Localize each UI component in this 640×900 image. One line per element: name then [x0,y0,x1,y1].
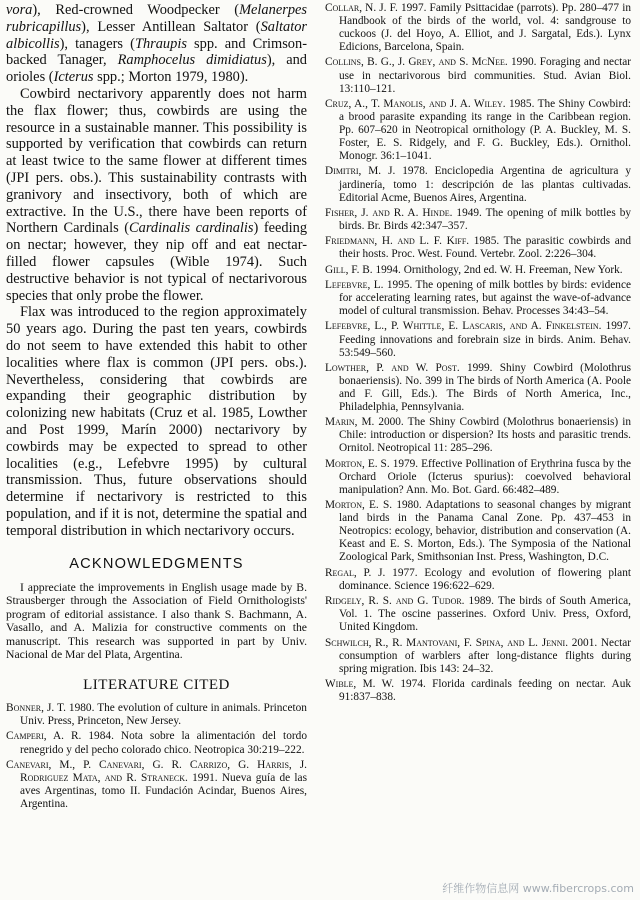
reference-text: 1980. Adaptations to seasonal changes by migrant land birds in the Panama Canal Zone. Pp. 437–453 in Neotropics: ecology, behavior, distribution and conservation (A. Keast and E. S. Morton, Eds.). The Symposia of the National Zoological Park, Smithsonian Inst. Press, Washington, D.C. [339,499,631,564]
reference-entry [325,637,631,676]
genus-fragment: vora [6,2,33,18]
reference-text: 1985. The Shiny Cowbird: a brood parasite expanding its range in the Caribbean region. Pp. 607–620 in Neotropical ornithology (P. A. Buckley, M. S. Foster, E. S. Ridgely, and F. G. Buckley, Eds.). Ornithol. Monogr. 36:1–1041. [339,97,631,163]
reference-author: Regal, P. J. [325,566,386,579]
text-run: ), Lesser Antillean Saltator ( [81,18,261,35]
reference-text: 1949. The opening of milk bottles by birds. Br. Birds 42:347–357. [339,206,631,232]
reference-author: Lefebvre, L. [325,279,384,292]
reference-author: Collins, B. G., J. Grey, and S. McNee. [325,56,508,69]
reference-author: Fisher, J. and R. A. Hinde. [325,206,453,219]
reference-text: 1980. The evolution of culture in animals. Princeton Univ. Press, Princeton, New Jersey. [20,702,307,728]
reference-author: Lefebvre, L., P. Whittle, E. Lascaris, and A. Finkelstein. [325,320,602,333]
reference-entry [325,362,631,414]
reference-entry [325,56,631,95]
reference-entry [325,98,631,163]
reference-author: Cruz, A., T. Manolis, and J. A. Wiley. [325,97,506,110]
text-run: ), tanagers ( [59,35,135,52]
reference-entry [325,567,631,593]
acknowledgments-heading: ACKNOWLEDGMENTS [69,555,244,572]
reference-author: Schwilch, R., R. Mantovani, F. Spina, and L. Jenni. [325,636,569,649]
left-reference-list [6,702,307,811]
reference-author: Ridgely, R. S. and G. Tudor. [325,595,465,608]
reference-text: 2000. The Shiny Cowbird (Molothrus bonaeriensis) in Chile: introduction or dispersion? Its hosts and parasitic trends. Ornitol. Neotropical 11: 285–296. [339,416,631,455]
reference-author: Collar, N. J. [325,2,387,14]
species-name: Ramphocelus dimidiatus [117,52,267,69]
reference-entry [325,207,631,233]
reference-entry [325,264,631,277]
reference-text: 1984. Nota sobre la alimentación del tordo renegrido y del pecho colorado chico. Neotropica 30:219–222. [20,730,307,756]
reference-entry [325,499,631,564]
reference-text: 1994. Ornithology, 2nd ed. W. H. Freeman, New York. [372,263,623,276]
species-name: Melanerpes rubricapillus [6,2,307,35]
right-column [325,2,631,706]
reference-entry [6,759,307,811]
reference-text: 1985. The parasitic cowbirds and their hosts. Proc. West. Found. Vertebr. Zool. 2:226–304. [339,235,632,261]
species-name: Thraupis [134,35,187,52]
reference-text: 1979. Effective Pollination of Erythrina fusca by the Orchard Oriole (Icterus spurius): coevolved behavioral manipulation? Ann. Mo. Bot. Gard. 66:482–489. [339,457,631,496]
text-run: spp. and Crimson-backed Tanager, [6,35,307,69]
reference-text: 1974. Florida cardinals feeding on nectar. Auk 91:837–838. [339,678,631,704]
text-run: Cowbird nectarivory apparently does not harm the flax flower; thus, cowbirds are using the resource in a sustainable manner. This possibility is supported by verification that cowbirds can return at least twice to the same flower at different times (JPI pers. obs.). This sustainability contrasts with granivory and insectivory, both of which are extractive. In the U.S., there have been reports of Northern Cardinals ( [6,85,307,237]
reference-entry [325,2,631,54]
reference-entry [6,702,307,728]
reference-text: F. 1997. Family Psittacidae (parrots). Pp. 280–477 in Handbook of the birds of the world, vol. 4: sandgrouse to cuckoos (J. del Hoyo, A. Elliot, and J. Sargatal, Eds.). Lynx Edicions, Barcelona, Spain. [339,2,632,54]
species-name: Saltator albicollis [6,18,307,52]
reference-text: 2001. Nectar consumption of warblers after long-distance flights during spring migration. Ibis 143: 24–32. [339,636,631,675]
reference-author: Marin, M. [325,416,375,429]
reference-entry [325,458,631,497]
reference-author: Canevari, M., P. Canevari, G. R. Carrizo, G. Harris, J. Rodriguez Mata, and R. Straneck. [6,758,307,784]
reference-author: Gill, F. B. [325,263,373,276]
text-run: ) feeding on nectar; however, they nip off and eat nectar-filled flower capsules (Wible 1974). Such destructive behavior is not typical of nectarivorous species that only probe the flower. [6,220,308,304]
reference-text: 1995. The opening of milk bottles by birds: evidence for accelerating learning rates, but against the wave-of-advance model of cultural transmission. Behav. Processes 34:43–54. [339,279,631,318]
reference-text: 1989. The birds of South America, Vol. 1. The oscine passerines. Oxford Univ. Press, Oxford, United Kingdom. [339,595,632,634]
species-name: Cardinalis cardinalis [129,220,254,237]
text-run: ), and orioles ( [6,52,307,86]
reference-entry [6,730,307,756]
reference-entry [325,320,631,359]
paragraph-2 [6,86,307,304]
reference-author: Friedmann, H. and L. F. Kiff. [325,235,470,248]
literature-cited-heading: LITERATURE CITED [83,677,230,694]
text-run: spp.; Morton 1979, 1980). [93,69,249,86]
text-run: ), Red-crowned Woodpecker ( [32,2,240,18]
site-watermark: 纤维作物信息网 www.fibercrops.com [442,882,634,895]
reference-text: 1999. Shiny Cowbird (Molothrus bonaeriensis). No. 399 in The birds of North America (A. Poole and F. Gill, Eds.). The Birds of North America, Inc., Philadelphia, Pennsylvania. [339,361,631,414]
reference-entry [325,678,631,704]
reference-text: 1978. Enciclopedia Argentina de agricultura y jardinería, tomo 1: descripción de las plantas cultivadas. Editorial Acme, Buenos Aires, Argentina. [339,165,631,204]
reference-text: 1977. Ecology and evolution of flowering plant dominance. Science 196:622–629. [339,566,631,592]
reference-author: Bonner, J. T. [6,702,66,715]
species-name: Icterus [53,69,94,86]
reference-text: 1991. Nueva guía de las aves Argentinas, tomo II. Fundación Acindar, Buenos Aires, Argentina. [20,771,307,810]
reference-author: Dimitri, M. J. [325,165,396,178]
reference-text: 1990. Foraging and nectar use in nectarivorous bird communities. Stud. Avian Biol. 13:110–121. [339,56,631,95]
reference-entry [325,165,631,204]
left-column [6,2,307,813]
reference-author: Wible, M. W. [325,678,395,691]
paragraph-1 [6,2,307,86]
reference-author: Camperi, A. R. [6,730,82,743]
acknowledgments-text: I appreciate the improvements in English usage made by B. Strausberger through the Association of Field Ornithologists' program of editorial assistance. I also thank S. Bachmann, A. Vasallo, and A. Malizia for constructive comments on the manuscript. This research was supported in part by Univ. Nacional de Mar del Plata, Argentina. [6,580,307,662]
reference-entry [325,416,631,455]
reference-author: Morton, E. S. [325,499,393,512]
reference-entry [325,235,631,261]
reference-entry [325,279,631,318]
reference-entry [325,595,631,634]
reference-author: Morton, E. S. [325,457,390,470]
reference-author: Lowther, P. and W. Post. [325,361,460,374]
paragraph-3: Flax was introduced to the region approximately 50 years ago. During the past ten years, cowbirds do not seem to have extended this habit to other localities where flax is common (JPI pers. obs.). Nevertheless, considering that cowbirds are expanding their geographic distribution by colonizing new habitats (Cruz et al. 1985, Lowther and Post 1999, Marín 2000) nectarivory by cowbirds may be expected to spread to other localities (e.g., Lefebvre 1995) by cultural transmission. Thus, future observations should determine if nectarivory is restricted to this population, and if it is not, determine the spatial and temporal distribution in which nectarivory occurs. [6,304,307,539]
reference-text: 1997. Feeding innovations and forebrain size in birds. Anim. Behav. 53:549–560. [339,320,631,359]
